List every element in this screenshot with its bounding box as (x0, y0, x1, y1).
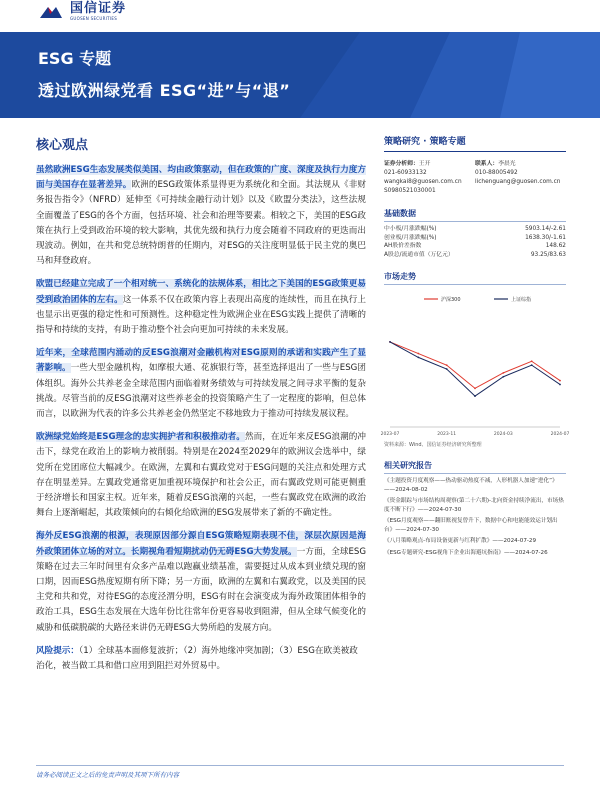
report-title[interactable]: 《八月策略观点-布局设备更新与红利扩散》 (384, 538, 493, 545)
core-views (36, 134, 366, 674)
report-title[interactable]: 《资金跟踪与市场结构周观察(第二十六期)-北向资金持续净流出，市场热度不断下行》 (384, 498, 564, 513)
sidebar (380, 134, 570, 557)
report-date: ——2024-07-29 (492, 538, 537, 545)
paragraph-body: 一方面，全球ESG策略在过去三年时间里有众多产品难以跑赢业绩基准，需要挺过从成本到业绩兑现的窗口期，因而ESG热度短期有所下降；另一方面，欧洲的左翼和右翼政党，以及美国的民主党和共和党，对待ESG的态度泾渭分明，ESG有时在会演变成为海外政策团体相争的政治工具，ESG生态发展在大选年份比往常年份更容易收到阻滞，但从全球气候变化的威胁和低碳脱碳的大路径来讲仍无碍ESG大势所趋的发展方向。 (36, 546, 366, 633)
risk-text: （1）全球基本面修复波折；（2）海外地缘冲突加剧；（3）ESG在欧美被政治化，被当做工具和借口应用到阻拦对外贸易中。 (36, 645, 358, 672)
analyst-primary (384, 160, 475, 196)
footer-disclaimer: 请务必阅读正文之后的免责声明及其项下所有内容 (36, 771, 179, 779)
contact-label: 联系人： (475, 161, 499, 167)
data-key: A股总/流通市值（万亿元） (384, 251, 454, 258)
related-report-item[interactable] (384, 537, 566, 546)
chart-source: 资料来源：Wind、国信证券经济研究所整理 (384, 442, 482, 449)
report-date: ——2024-07-30 (395, 526, 439, 533)
related-report-item[interactable] (384, 497, 566, 514)
data-key: 中小板/月涨跌幅(%) (384, 226, 437, 232)
report-date: ——2024-07-26 (503, 549, 548, 556)
series-point (417, 357, 419, 359)
brand-name-en: GUOSEN SECURITIES (70, 16, 118, 21)
series-point (531, 361, 533, 363)
banner-decoration (0, 32, 600, 118)
core-paragraph-2 (36, 277, 366, 338)
core-paragraph-1 (36, 163, 366, 269)
x-tick-label: 2023-07 (380, 432, 400, 438)
paragraph-highlight: 欧盟已经建立完成了一个相对统一、系统化的法规体系，相比之下美国的ESG政策更易受到政治团体的左右。 (36, 279, 366, 305)
analyst-phone: 021-60933132 (384, 170, 427, 176)
series-point (474, 396, 476, 398)
brand-logo (38, 2, 126, 21)
data-key: 创业板/月涨跌幅(%) (384, 234, 437, 241)
paragraph-highlight: 海外反ESG浪潮的根源，表现原因部分源自ESG策略短期表现不佳，深层次原因是海外政策团体立场的对立。长期视角看短期扰动仍无碍ESG大势发展。 (36, 531, 366, 557)
risk-warning (36, 644, 366, 674)
data-row (384, 251, 566, 260)
series-point (446, 368, 448, 370)
paragraph-body: 然而，在近年来反ESG浪潮的冲击下，绿党在政治上的影响力被削弱。特别是在2024至2029年的欧洲议会选举中，绿党所在党团席位大幅减少。在欧洲，左翼和右翼政党对于ESG问题的关注点和处理方式存在明显差异。左翼政党通常更加重视环境保护和社会公正，而右翼政党则可能更侧重于经济增长和国家主权。近年来，随着反ESG浪潮的兴起，一些右翼政党在欧洲的政治舞台上逐渐崛起，其政策倾向的右倾化给欧洲的ESG发展带来了新的不确定性。 (36, 432, 366, 519)
contact-email[interactable]: lichenguang@guosen.com.cn (475, 179, 561, 185)
analyst-license: S0980521030001 (384, 188, 436, 194)
data-value: 93.25/83.63 (530, 251, 566, 258)
basic-data-table (384, 225, 566, 259)
page-title: 透过欧洲绿党看 ESG“进”与“退” (38, 81, 291, 100)
paragraph-body: 一些大型金融机构，如摩根大通、花旗银行等，甚至选择退出了一些与ESG团体组织。海外公共养老金全球范围内面临着财务绩效与可持续发展之间寻求平衡的复杂挑战。尽管当前的反ESG浪潮对这些养老金的投资策略产生了一定程度的影响，但总体而言，以欧洲为代表的许多公共养老金仍然坚定不移地致力于推动可持续发展议程。 (36, 363, 366, 420)
data-row (384, 225, 566, 234)
footer-divider (36, 765, 564, 766)
basic-data-title: 基础数据 (384, 208, 566, 222)
series-point (474, 388, 476, 390)
market-trend-chart (380, 289, 570, 439)
report-title[interactable]: 《主题投资月度观察——热动驱动热度不减，人形机器人加速“进化”》 (384, 478, 558, 485)
series-point (446, 365, 448, 367)
series-point (502, 372, 504, 374)
report-title[interactable]: 《ESG月度观察——翻旧账视复曾升下，数据中心和电能能效运计划出台》 (384, 518, 558, 533)
paragraph-body: 欧洲的ESG政策体系显得更为系统化和全面。其法规从《非财务报告指令》（NFRD）延伸至《可持续金融行动计划》以及《欧盟分类法》，这些法规全面覆盖了ESG的各个方面，包括环境、社会和治理等要素。相较之下，美国的ESG政策在执行上受到政治环境的较大影响，其优先级和执行力度会随着不同政府的更迭而出现波动。例如，在共和党总统特朗普的任期内，对ESG的关注度明显低于民主党的奥巴马和拜登政府。 (36, 180, 366, 267)
related-report-item[interactable] (384, 517, 566, 534)
x-tick-label: 2024-07 (550, 432, 570, 438)
report-title[interactable]: 《ESG专题研究-ESG视角下企业出海避坑指南》 (384, 549, 504, 556)
analyst-email[interactable]: wangkai8@guosen.com.cn (384, 179, 462, 185)
analyst-contact (475, 160, 566, 196)
sidebar-heading: 策略研究 · 策略专题 (384, 134, 566, 152)
series-point (559, 380, 561, 382)
contact-phone: 010-88005492 (475, 170, 518, 176)
core-paragraph-5 (36, 529, 366, 635)
data-value: 148.62 (545, 243, 566, 250)
core-paragraph-4 (36, 430, 366, 521)
top-bar (0, 0, 600, 32)
data-row (384, 234, 566, 243)
data-value: 1638.30/-1.61 (525, 234, 566, 241)
title-banner (0, 32, 600, 118)
legend-label: 沪深300 (441, 297, 461, 304)
section-title: 核心观点 (36, 138, 89, 153)
series-point (417, 353, 419, 355)
series-point (389, 341, 391, 343)
report-date: ——2024-07-30 (417, 506, 462, 513)
brand-logo-icon (38, 5, 64, 19)
series-line-1 (390, 342, 560, 388)
data-key: AH股价差指数 (384, 243, 422, 250)
market-trend-title: 市场走势 (384, 271, 566, 285)
paragraph-highlight: 欧洲绿党始终是ESG理念的忠实拥护者和积极推动者。 (36, 432, 245, 443)
x-tick-label: 2024-03 (493, 432, 513, 438)
analyst-label: 证券分析师： (384, 161, 419, 167)
brand-name: 国信证券 (70, 1, 127, 16)
related-report-item[interactable] (384, 549, 566, 558)
data-value: 5903.14/-2.61 (525, 226, 566, 232)
paragraph-body: 这一体系不仅在政策内容上表现出高度的连续性，而且在执行上也显示出更强的稳定性和可预测性。这种稳定性为欧洲企业在ESG实践上提供了清晰的指导和持续的支持，有助于推动整个社会向更加可持续的未来发展。 (36, 294, 366, 336)
analyst-info (384, 160, 566, 196)
analyst-name: 王开 (418, 161, 431, 167)
related-report-item[interactable] (384, 477, 566, 494)
report-date: ——2024-08-02 (384, 486, 428, 493)
related-reports-title: 相关研究报告 (384, 460, 566, 474)
contact-name: 李晨光 (498, 161, 516, 167)
risk-label: 风险提示： (36, 645, 79, 656)
paragraph-highlight: 虽然欧洲ESG生态发展类似美国、均由政策驱动，但在政策的广度、深度及执行力度方面与美国存在显著差异。 (36, 165, 366, 191)
report-type: ESG 专题 (38, 49, 112, 68)
paragraph-highlight: 近年来，全球范围内涌动的反ESG浪潮对金融机构对ESG原则的承诺和实践产生了显著影响。 (36, 348, 366, 374)
series-point (502, 376, 504, 378)
market-trend-svg (380, 289, 570, 439)
series-point (531, 365, 533, 367)
core-paragraph-3 (36, 346, 366, 422)
legend-label: 上证综指 (511, 297, 532, 304)
data-row (384, 242, 566, 251)
x-tick-label: 2023-11 (437, 432, 457, 438)
series-point (559, 384, 561, 386)
related-reports-list (384, 477, 566, 557)
